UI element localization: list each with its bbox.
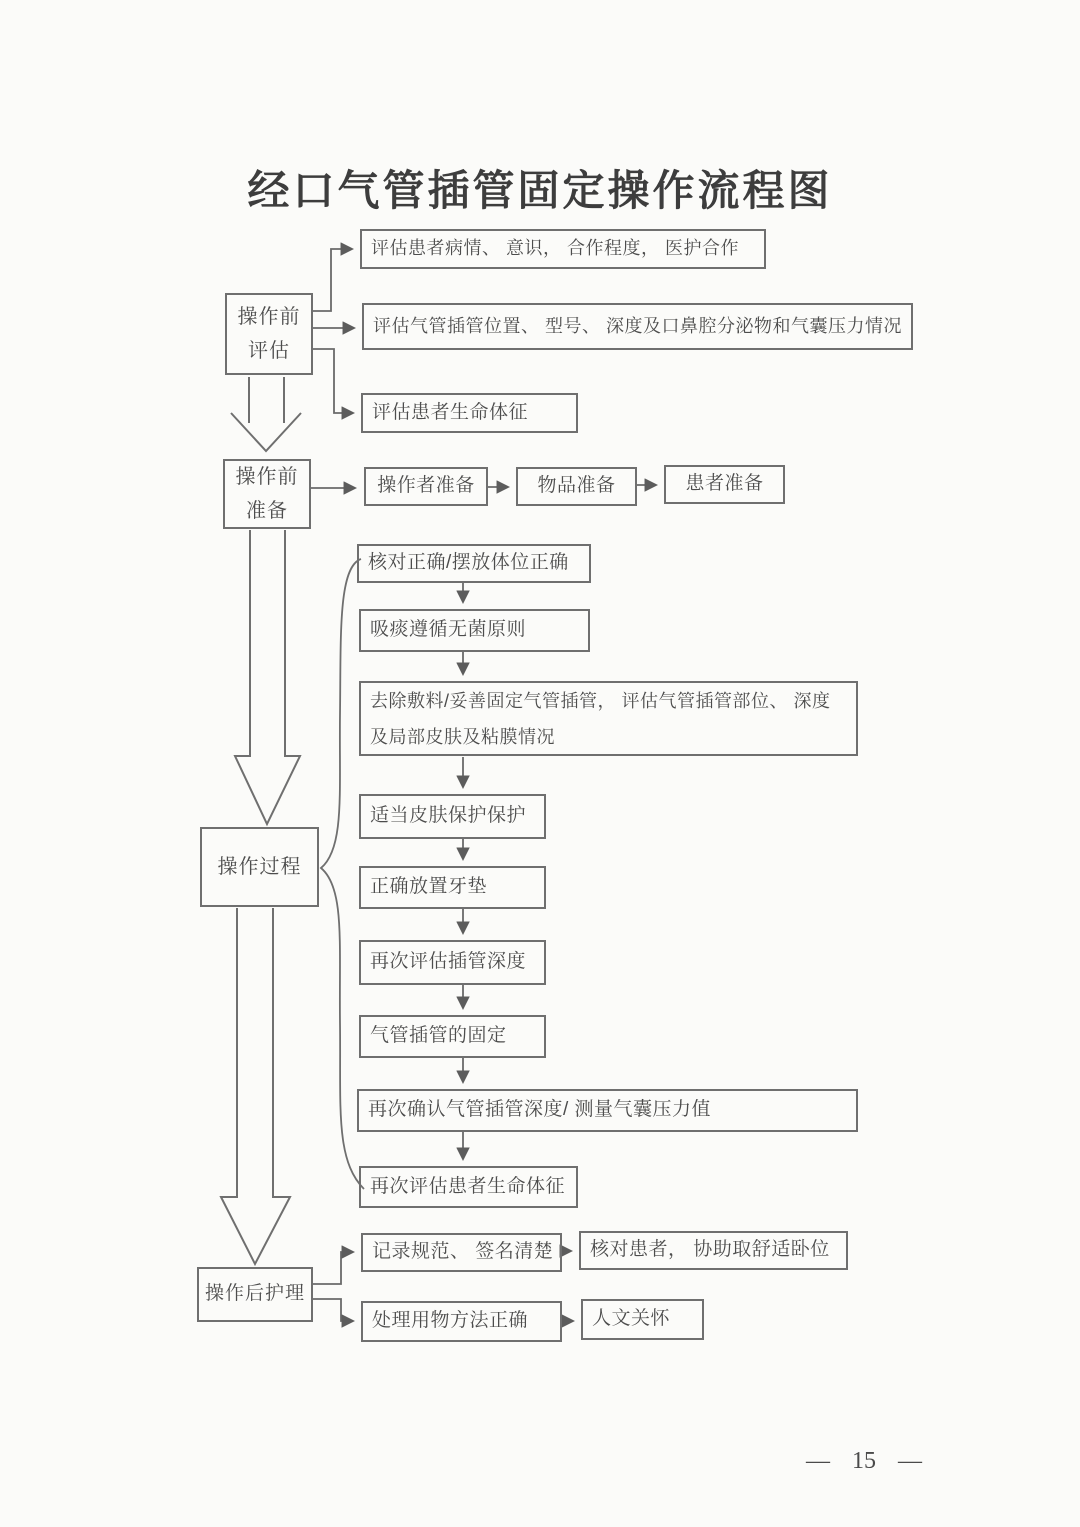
- stage-box-process: [200, 827, 319, 907]
- stage-label-line: 操作过程: [217, 856, 302, 878]
- process-step-box-6: 再次评估插管深度: [359, 940, 546, 985]
- process-step-box-4: 适当皮肤保护保护: [359, 794, 546, 839]
- process-step-box-7: 气管插管的固定: [359, 1015, 546, 1058]
- assessment-box-3: 评估患者生命体征: [361, 393, 578, 433]
- assessment-connectors: [313, 249, 354, 413]
- preparation-box-patient: 患者准备: [664, 465, 785, 504]
- stage-label-line: 操作前: [235, 466, 299, 488]
- assessment-box-2: 评估气管插管位置、 型号、 深度及口鼻腔分泌物和气囊压力情况: [362, 303, 913, 350]
- post-care-box-humanistic: 人文关怀: [581, 1299, 704, 1340]
- process-step-box-2: 吸痰遵循无菌原则: [359, 609, 590, 652]
- stage-label-line: 评估: [248, 340, 290, 362]
- process-step-box-8: 再次确认气管插管深度/ 测量气囊压力值: [357, 1089, 858, 1132]
- process-step-box-3: 去除敷料/妥善固定气管插管， 评估气管插管部位、 深度及局部皮肤及粘膜情况: [359, 681, 858, 756]
- post-care-box-record: 记录规范、 签名清楚: [361, 1233, 562, 1272]
- process-step-box-1: 核对正确/摆放体位正确: [357, 544, 591, 583]
- stage-arrow-2: [235, 530, 300, 824]
- stage-box-pre-preparation: [223, 459, 311, 529]
- stage-box-post-care: [197, 1267, 313, 1322]
- stage-arrow-1: [231, 377, 301, 451]
- page-number-dash-left: —: [806, 1448, 830, 1474]
- stage-label-line: 操作后护理: [204, 1283, 305, 1305]
- process-step-box-5: 正确放置牙垫: [359, 866, 546, 909]
- assessment-box-1: 评估患者病情、 意识， 合作程度， 医护合作: [360, 229, 766, 269]
- post-care-box-dispose: 处理用物方法正确: [361, 1301, 562, 1342]
- preparation-box-items: 物品准备: [516, 467, 637, 506]
- page-number-value: 15: [852, 1448, 876, 1474]
- page-number-dash-right: —: [898, 1448, 922, 1474]
- page-title: 经口气管插管固定操作流程图: [247, 169, 833, 215]
- stage-arrow-3: [221, 908, 290, 1264]
- stage-label-line: 操作前: [237, 306, 301, 328]
- stage-box-pre-assessment: [225, 293, 313, 375]
- preparation-box-operator: 操作者准备: [364, 467, 488, 506]
- stage-label-line: 准备: [246, 500, 288, 522]
- process-step-box-9: 再次评估患者生命体征: [359, 1166, 578, 1208]
- post-care-box-comfort: 核对患者， 协助取舒适卧位: [579, 1231, 848, 1270]
